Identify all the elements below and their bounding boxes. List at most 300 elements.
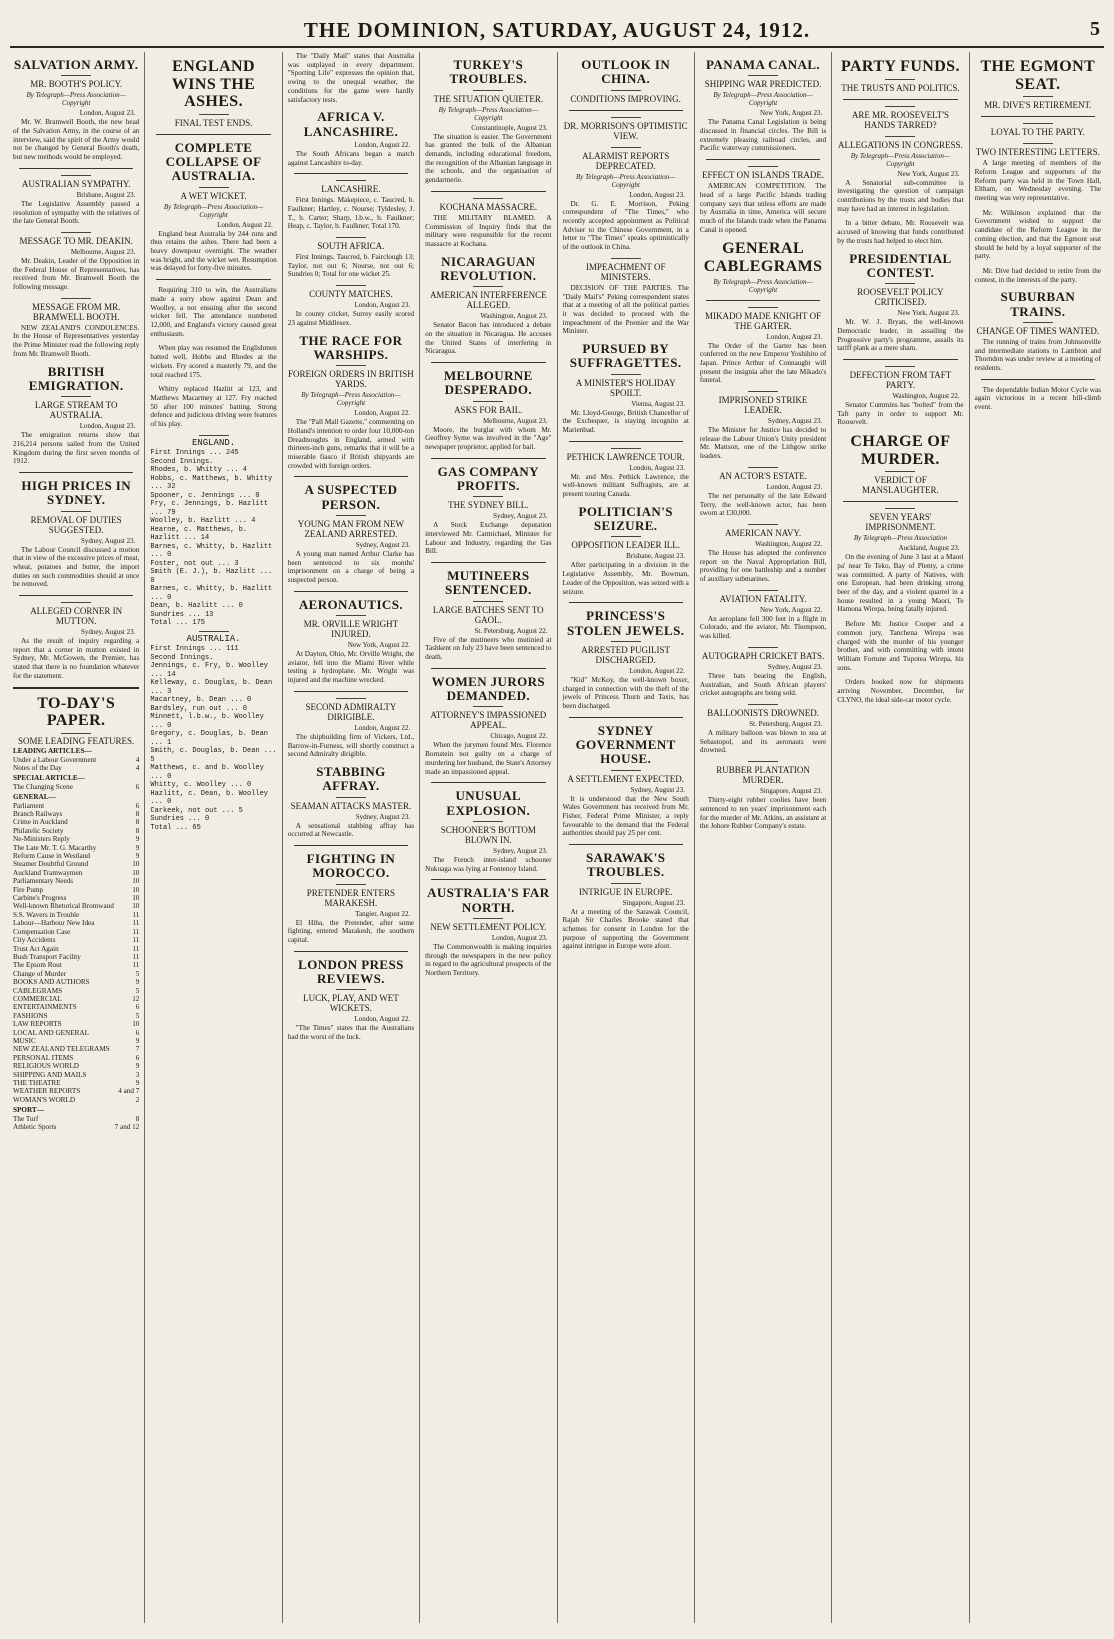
- article-dateline: Sydney, August 23.: [767, 662, 823, 671]
- article: [288, 598, 414, 685]
- article-body: The shipbuilding firm of Vickers, Ltd., Barrow-in-Furness, will shortly construct a second Admiralty dirigible.: [287, 732, 415, 759]
- toc-entry-page: 11: [132, 927, 140, 936]
- article-headline: BRITISH EMIGRATION.: [28, 363, 124, 393]
- article-dateline: Sydney, August 23.: [767, 417, 823, 426]
- scorecard-line: Rhodes, b. Whitty ... 4: [150, 466, 247, 475]
- toc-entry-page: 12: [132, 994, 140, 1003]
- toc-entry-label: Steamer Doubtful Ground: [13, 860, 89, 869]
- article: [700, 590, 826, 641]
- article-separator: [294, 845, 408, 846]
- article-dateline: St. Petersburg, August 22.: [474, 626, 548, 635]
- toc-entry-label: Compensation Case: [13, 927, 71, 936]
- toc-entry-label: Well-known Rhetorical Bromwaud: [13, 902, 114, 911]
- toc-entry-page: 10: [132, 885, 140, 894]
- article-separator: [431, 458, 545, 459]
- article: [288, 180, 414, 231]
- article-body: The Legislative Assembly passed a resolution of sympathy with the relatives of the late General Booth.: [13, 199, 140, 226]
- toc-entry-page: 6: [135, 782, 140, 791]
- article: [288, 237, 414, 279]
- toc-entry-label: Philatelic Society: [13, 826, 64, 835]
- article-body: Before Mr. Justice Cooper and a common jury, Tanchena Wirepa was charged with the murder of his younger brother, and with committing with intent William Fortune and Tupotea Wirepa, his sons.: [837, 620, 964, 672]
- article-body: The Order of the Garter has been conferred on the new Emperor Yoshihito of Japan. Prince Arthur of Connaught will present the insignia after the late Mikado's funeral.: [699, 341, 827, 385]
- article-dateline: Brisbane, August 23.: [626, 552, 685, 561]
- article: [700, 166, 826, 234]
- toc-entry-label: Parliament: [13, 801, 45, 810]
- article-subhead: DR. MORRISON'S OPTIMISTIC VIEW.: [563, 117, 689, 141]
- article: [425, 58, 551, 185]
- article-separator: [843, 359, 957, 360]
- article-body: Mr. Wilkinson explained that the Government wished to support the candidate of the Reform League in the coming election, and that the Egmont seat should be held by a loyal supporter of the party.: [974, 208, 1101, 261]
- article-headline: ENGLAND WINS THE ASHES.: [171, 58, 256, 111]
- article: [288, 765, 414, 839]
- scorecard-line: Sundries ... 13: [150, 610, 214, 619]
- article-body: Senator Bacon has introduced a debate on the situation in Nicaragua. He accuses the United States of interfering in Nicaragua.: [425, 321, 552, 356]
- article-dateline: London, August 22.: [354, 140, 411, 149]
- scorecard-line: Barnes, c. Whitty, b. Hazlitt ... 0: [150, 585, 273, 602]
- article: [563, 117, 689, 141]
- toc-entry: [13, 764, 139, 772]
- toc-entry-page: 11: [132, 919, 140, 928]
- article-dateline: Sydney, August 23.: [80, 536, 136, 545]
- article-separator: [431, 191, 545, 192]
- toc-entry: [13, 793, 139, 801]
- article-dateline: Sydney, August 23.: [493, 846, 548, 855]
- toc-entry-label: City Accidents: [13, 936, 56, 945]
- article-separator: [431, 668, 545, 669]
- article: [288, 483, 414, 584]
- article-body: Requiring 310 to win, the Australians made a sorry show against Dean and Woolley, a not ensuing after the second wicket fell. The attendance numbered 12,000, and England's victory caused great enthusiasm.: [150, 286, 277, 338]
- article-body: Mr. W. J. Bryan, the well-known Democratic leader, in assailing the Progressive party's programme, assails its tariff plank as a mere sham.: [837, 318, 964, 353]
- article-headline: AUSTRALIA'S FAR NORTH.: [427, 885, 550, 915]
- toc-entry-label: WOMAN'S WORLD: [13, 1095, 76, 1104]
- article-body: A military balloon was blown to sea at Sebastopol, and its aeronauts were drowned.: [699, 728, 827, 755]
- article: [288, 852, 414, 945]
- article-body: In county cricket, Surrey easily scored 23 against Middlesex.: [287, 310, 415, 327]
- toc-entry-label: BOOKS AND AUTHORS: [13, 978, 90, 987]
- article-separator: [569, 717, 683, 718]
- scorecard-line: Fry, c. Jennings, b. Hazlitt ... 79: [150, 500, 268, 517]
- article-subhead: THE TRUSTS AND POLITICS.: [837, 79, 963, 93]
- article: [837, 106, 963, 130]
- article: [288, 334, 414, 471]
- article: [13, 298, 139, 359]
- toc-entry-label: MUSIC: [13, 1036, 36, 1045]
- scorecard-line: Smith (E. J.), b. Hazlitt ... 0: [150, 568, 273, 585]
- toc-entry-page: 9: [135, 852, 140, 861]
- article-body: As the result of inquiry regarding a report that a corner in mutton existed in Sydney, Mr. McGowen, the Premier, has stated that there is no foundation whatever for the statement.: [13, 637, 140, 680]
- toc-entry-label: LOCAL AND GENERAL: [13, 1028, 89, 1037]
- article: [563, 724, 689, 838]
- toc-entry: [13, 1062, 139, 1070]
- toc-entry: [13, 747, 139, 755]
- toc-entry-label: ENTERTAINMENTS: [13, 1003, 77, 1012]
- toc-entry-label: Fire Pump: [13, 885, 44, 894]
- toc-entry-page: 8: [135, 818, 140, 827]
- toc-rule: [13, 687, 139, 689]
- article-body: On the evening of June 3 last at a Maori pa' near Te Teko, Bay of Plenty, a crime was committed. A party of Natives, with one European, had been drinking strong beer of the day, and a violent quarrel in a house resulted in a young Maori, Te Hamona Wirepa, being fatally injured.: [837, 553, 964, 614]
- scorecard-line: Total ... 175: [150, 619, 205, 628]
- article-headline: WOMEN JURORS DEMANDED.: [431, 673, 546, 704]
- article: [150, 141, 276, 273]
- toc-entry: [13, 1071, 139, 1079]
- article-subhead: ROOSEVELT POLICY CRITICISED.: [837, 283, 963, 307]
- article-subhead: A MINISTER'S HOLIDAY SPOILT.: [563, 374, 689, 398]
- toc-entry-page: 2: [135, 1095, 140, 1104]
- article-body: The dependable Indian Motor Cycle was again victorious in a recent hill-climb event.: [974, 385, 1101, 412]
- toc-entry-label: NEW ZEALAND TELEGRAMS: [13, 1045, 110, 1054]
- article-dateline: Melbourne, August 23.: [70, 247, 136, 256]
- article-dateline: Brisbane, August 23.: [76, 190, 136, 199]
- article: [425, 675, 551, 776]
- scorecard-line: Sundries ... 0: [150, 815, 210, 824]
- toc-entry: [13, 894, 139, 902]
- article-body: Five of the mutineers who mutinied at Tashkent on July 23 have been sentenced to death.: [425, 635, 552, 662]
- toc-entry: [13, 911, 139, 919]
- toc-entry-page: 3: [135, 1070, 140, 1079]
- article-body: A Stock Exchange deputation interviewed Mr. Carmichael, Minister for Labour and Industry, regarding the Gas Bill.: [425, 521, 552, 556]
- article: [700, 761, 826, 831]
- scorecard-line: Bardsley, run out ... 0: [150, 704, 247, 713]
- article-body: England beat Australia by 244 runs and thus retains the ashes. There had been a heavy downpour overnight. The weather was bright, and the wicket wet. Resumption was delayed for forty-five minutes.: [150, 229, 277, 273]
- article-body: El Hiba, the Pretender, after some fighting, entered Marakesh, the southern capital.: [287, 918, 415, 944]
- article-dateline: London, August 23.: [79, 109, 136, 118]
- article-byline: By Telegraph—Press Association—Copyright: [713, 91, 813, 108]
- toc-entry-label: FASHIONS: [13, 1011, 48, 1020]
- toc-entry: [13, 783, 139, 791]
- scorecard-line: Matthews, c. and b. Woolley ... 0: [150, 764, 264, 781]
- toc-entry-label: Notes of the Day: [13, 763, 62, 772]
- article-dateline: London, August 23.: [354, 301, 411, 310]
- toc-entry-label: COMMERCIAL: [13, 994, 62, 1003]
- article-body: Mr. and Mrs. Pethick Lawrence, the well-known militant Suffragists, are at present touring Canada.: [562, 472, 689, 499]
- toc-entry: [13, 835, 139, 843]
- article-body: In a bitter debate, Mr. Roosevelt was accused of knowing that funds contributed by the trusts had helped to elect him.: [837, 219, 964, 245]
- toc-entry-label: SPECIAL ARTICLE—: [13, 774, 85, 783]
- article-headline: SUBURBAN TRAINS.: [1000, 289, 1076, 319]
- article-byline: By Telegraph—Press Association—Copyright: [301, 391, 401, 408]
- toc-entry-label: Carbine's Progress: [13, 894, 67, 903]
- article-subhead: LANCASHIRE.: [288, 180, 414, 194]
- todays-paper-index: [13, 695, 139, 1132]
- article: [13, 175, 139, 226]
- article-dateline: London, August 22.: [629, 666, 685, 675]
- toc-entry-page: 6: [135, 1053, 140, 1062]
- toc-entry-page: 5: [135, 969, 140, 978]
- masthead-title: THE DOMINION, SATURDAY, AUGUST 24, 1912.: [303, 18, 811, 42]
- toc-entry-page: 10: [132, 860, 140, 869]
- scorecard-line: Dean, b. Hazlitt ... 0: [150, 602, 243, 611]
- article: [700, 240, 826, 293]
- scorecard-title: AUSTRALIA.: [150, 631, 276, 644]
- toc-entry-page: 11: [132, 952, 140, 961]
- article-separator: [294, 476, 408, 477]
- scorecard-line: Hobbs, c. Matthews, b. Whitty ... 32: [150, 474, 273, 492]
- news-column: [970, 52, 1106, 1623]
- toc-entry: [13, 902, 139, 910]
- article-body: "Kid" McKoy, the well-known boxer, charged in connection with the theft of the jewels of Princess Thurn and Taxis, has been discharged.: [562, 675, 689, 710]
- article-dateline: London, August 22.: [354, 723, 411, 732]
- toc-entry-page: 5: [135, 986, 140, 995]
- scorecard: [150, 631, 276, 833]
- toc-entry-label: RELIGIOUS WORLD: [13, 1062, 79, 1071]
- article-dateline: London, August 23.: [766, 332, 823, 341]
- toc-entry: [13, 1037, 139, 1045]
- toc-entry: [13, 1115, 139, 1123]
- article-dateline: Chicago, August 22.: [490, 732, 548, 741]
- article-dateline: Sydney, August 23.: [355, 812, 411, 821]
- news-column: [832, 52, 969, 1623]
- toc-entry-page: 9: [135, 1062, 140, 1071]
- article-body: A young man named Arthur Clarke has been sentenced to six months' imprisonment on a charge of being a suspected person.: [287, 549, 415, 585]
- toc-entry-page: 4: [135, 763, 140, 772]
- article-separator: [843, 501, 957, 502]
- toc-entry-label: Under a Labour Government: [13, 755, 97, 764]
- article-subhead: IMPRISONED STRIKE LEADER.: [700, 391, 826, 415]
- article-body: Mr. Dive had decided to retire from the contest, in the interests of the party.: [974, 266, 1101, 284]
- article-body: A Senatorial sub-committee is investigating the question of campaign contributions by the trusts and bodies that may have had an interest in legislation.: [837, 178, 964, 213]
- news-column: [420, 52, 557, 1623]
- scorecard-line: Jennings, c. Fry, b. Woolley ... 14: [150, 662, 268, 679]
- article-body: Mr. Lloyd-George, British Chancellor of the Exchequer, is staying incognito at Marienbad.: [562, 408, 689, 435]
- article-dateline: New York, August 23.: [897, 169, 960, 178]
- article-byline: By Telegraph—Press Association—Copyright: [713, 277, 813, 294]
- article: [563, 851, 689, 951]
- article-dateline: New York, August 22.: [760, 605, 823, 614]
- toc-entry-page: 9: [135, 1079, 140, 1088]
- toc-entry: [13, 827, 139, 835]
- news-column: [283, 52, 420, 1623]
- toc-entry-label: PERSONAL ITEMS: [13, 1053, 74, 1062]
- article: [288, 958, 414, 1042]
- article-headline: HIGH PRICES IN SYDNEY.: [21, 477, 131, 508]
- article-separator: [294, 591, 408, 592]
- toc-entry-page: 11: [132, 936, 140, 945]
- article-subhead: SHIPPING WAR PREDICTED.: [700, 75, 826, 89]
- toc-entry: [13, 869, 139, 877]
- article-dateline: Auckland, August 23.: [898, 544, 960, 553]
- toc-entry: [13, 978, 139, 986]
- article-body: The situation is easier. The Government has granted the bulk of the Albanian demands, including educational freedom, the recognition of the Albanian language in the schools, and the organisation of gendarmerie.: [425, 132, 552, 185]
- article: [563, 448, 689, 499]
- toc-entry: [13, 802, 139, 810]
- article-headline: A SUSPECTED PERSON.: [304, 482, 398, 512]
- article-subhead: A SETTLEMENT EXPECTED.: [563, 770, 689, 784]
- article-subhead: LARGE STREAM TO AUSTRALIA.: [13, 396, 139, 420]
- masthead-rule: [10, 46, 1104, 48]
- article: [975, 143, 1101, 203]
- article-body: It is understood that the New South Wales Government has received from Mr. Fisher, Federal Prime Minister, a reply favourable to the demand that the Federal authorities should pay 25 per cent.: [562, 794, 689, 838]
- article: [563, 58, 689, 104]
- article-dateline: London, August 23.: [766, 482, 823, 491]
- toc-entry: [13, 987, 139, 995]
- article-separator: [569, 602, 683, 603]
- toc-entry: [13, 928, 139, 936]
- scorecard-line: Barnes, c. Whitty, b. Hazlitt ... 0: [150, 542, 273, 560]
- article-body: When the jurymen found Mrs. Florence Bornstein not guilty on a charge of murdering her husband, the State's Attorney made an impassioned appeal.: [425, 741, 552, 776]
- article: [700, 704, 826, 755]
- toc-entry-label: SHIPPING AND MAILS: [13, 1070, 87, 1079]
- article-separator: [431, 362, 545, 363]
- article-body: THE MILITARY BLAMED. A Commission of Inquiry finds that the military were responsible for the recent massacre at Kochana.: [425, 213, 552, 248]
- article-subhead: ARRESTED PUGILIST DISCHARGED.: [563, 641, 689, 665]
- toc-entry-label: The Late Mr. T. G. Macarthy: [13, 843, 97, 852]
- article-headline: PURSUED BY SUFFRAGETTES.: [569, 341, 682, 371]
- article-headline: PARTY FUNDS.: [840, 58, 960, 75]
- article: [700, 307, 826, 386]
- toc-entry: [13, 1079, 139, 1087]
- article-dateline: New York, August 22.: [347, 641, 411, 650]
- scorecard-line: Spooner, c. Jennings ... 0: [150, 491, 260, 500]
- article-body: "The Times" states that the Australians had the worst of the luck.: [287, 1024, 415, 1041]
- article: [837, 433, 963, 495]
- article-dateline: Melbourne, August 23.: [482, 416, 548, 425]
- scorecard-line: Kelleway, c. Douglas, b. Dean ... 3: [150, 679, 273, 696]
- toc-entry: [13, 1096, 139, 1104]
- toc-entry-label: Crime in Auckland: [13, 818, 68, 827]
- article: [975, 290, 1101, 372]
- article-body: The French inter-island schooner Nukuaga was lying at Fontenoy Island.: [425, 855, 552, 873]
- scorecard-line: Smith, c. Douglas, b. Dean ... 5: [150, 747, 277, 764]
- toc-entry-label: Ne-Ministers Reply: [13, 835, 70, 844]
- article-subhead: YOUNG MAN FROM NEW ZEALAND ARRESTED.: [288, 515, 414, 539]
- article: [837, 252, 963, 353]
- toc-entry-page: 11: [132, 910, 140, 919]
- article-subhead: CHANGE OF TIMES WANTED.: [975, 322, 1101, 336]
- article-body: AMERICAN COMPETITION. The head of a large Pacific Islands trading company says that unless efforts are made by Australia in time, America will secure much of the Islands trade when the Panama Canal is opened.: [699, 182, 827, 234]
- toc-entry: [13, 774, 139, 782]
- article-subhead: MESSAGE FROM MR. BRAMWELL BOOTH.: [13, 298, 139, 322]
- article-separator: [294, 951, 408, 952]
- article-headline: POLITICIAN'S SEIZURE.: [578, 503, 673, 534]
- scorecard-line: Minnett, l.b.w., b. Woolley ... 0: [150, 713, 264, 730]
- article-subhead: KOCHANA MASSACRE.: [425, 198, 551, 212]
- article: [150, 344, 276, 379]
- toc-entry-page: 4: [135, 755, 140, 764]
- article-subhead: ARE MR. ROOSEVELT'S HANDS TARRED?: [837, 106, 963, 130]
- article: [563, 342, 689, 435]
- scorecard-line: Second Innings.: [150, 653, 214, 662]
- article-dateline: London, August 22.: [354, 409, 411, 418]
- article: [700, 524, 826, 584]
- scorecard-line: Gregory, c. Douglas, b. Dean ... 1: [150, 730, 268, 747]
- article: [837, 508, 963, 614]
- article-dateline: Sydney, August 23.: [80, 628, 136, 637]
- article: [288, 110, 414, 167]
- article-subhead: NEW SETTLEMENT POLICY.: [425, 918, 551, 932]
- article-dateline: Vienna, August 23.: [631, 399, 685, 408]
- article-separator: [431, 562, 545, 563]
- article-separator: [981, 379, 1095, 380]
- article-body: The Commonwealth is making inquiries through the newspapers in the new policy in regard to the agricultural prospects of the Northern Territory.: [425, 942, 552, 977]
- article-body: NEW ZEALAND'S CONDOLENCES. In the House of Representatives yesterday the Prime Minister read the following reply from Mr. Bramwell Booth.: [13, 323, 140, 358]
- toc-entry: [13, 1003, 139, 1011]
- toc-entry-page: 9: [135, 978, 140, 987]
- article-body: The Panama Canal Legislation is being discussed in financial circles. The Bill is extremely pleasing railroad circles, and Pacific waterway commissioners.: [699, 118, 827, 153]
- article: [975, 267, 1101, 284]
- article-dateline: Sydney, August 23.: [493, 512, 548, 521]
- toc-entry: [13, 1029, 139, 1037]
- article-headline: AERONAUTICS.: [298, 596, 403, 612]
- article-subhead: TWO INTERESTING LETTERS.: [975, 143, 1101, 157]
- article-dateline: St. Petersburg, August 23.: [749, 719, 823, 728]
- article-separator: [19, 595, 133, 596]
- toc-entry-page: 9: [135, 835, 140, 844]
- article-headline: FIGHTING IN MOROCCO.: [306, 850, 396, 881]
- article-dateline: Sydney, August 23.: [630, 785, 685, 794]
- toc-entry: [13, 936, 139, 944]
- article-subhead: COUNTY MATCHES.: [288, 285, 414, 299]
- scorecard-line: Second Innings.: [150, 457, 214, 466]
- article-subhead: PETHICK LAWRENCE TOUR.: [563, 448, 689, 462]
- article-dateline: London, August 23.: [629, 463, 685, 472]
- article-separator: [981, 116, 1095, 117]
- article-subhead: SCHOONER'S BOTTOM BLOWN IN.: [425, 821, 551, 845]
- toc-entry-label: LAW REPORTS: [13, 1020, 62, 1029]
- article-subhead: CONDITIONS IMPROVING.: [563, 90, 689, 104]
- toc-entry-page: 7: [135, 1045, 140, 1054]
- news-column: [145, 52, 282, 1623]
- toc-entry: [13, 852, 139, 860]
- article-subhead: LUCK, PLAY, AND WET WICKETS.: [288, 989, 414, 1013]
- article-dateline: New York, August 23.: [897, 309, 960, 318]
- article-body: First Innings. Taucred, b. Fairclough 13; Taylor, not out 6; Nourse, not out 6; Sundries 0; Total for one wicket 25.: [287, 253, 415, 279]
- article-body: Thirty-eight rubber coolies have been sentenced to ten years' imprisonment each for the murder of Mr. Atkins, an assistant at the Johore Rubber Company's estate.: [699, 796, 827, 831]
- article-body: Orders booked now for shipments arriving November, December, for CLYNO, the ideal side-car motor cycle.: [837, 678, 964, 704]
- toc-entry-page: 7 and 12: [114, 1123, 140, 1132]
- article-subhead: FINAL TEST ENDS.: [150, 114, 276, 128]
- article-body: The emigration returns show that 216,214 persons sailed from the United Kingdom during the first seven months of 1912.: [13, 431, 140, 466]
- article-subhead: EFFECT ON ISLANDS TRADE.: [700, 166, 826, 180]
- scorecard-line: First Innings ... 111: [150, 645, 239, 654]
- toc-entry-label: Trust Act Again: [13, 944, 59, 953]
- article-separator: [19, 472, 133, 473]
- scorecard-line: Hazlitt, c. Dean, b. Woolley ... 0: [150, 789, 268, 807]
- article-headline: MELBOURNE DESPERADO.: [443, 368, 533, 398]
- article: [837, 366, 963, 427]
- article-subhead: BALLOONISTS DROWNED.: [700, 704, 826, 718]
- article-subhead: LOYAL TO THE PARTY.: [975, 123, 1101, 137]
- toc-entry-page: 11: [132, 961, 140, 970]
- article-separator: [706, 300, 820, 301]
- toc-entry: [13, 756, 139, 764]
- scorecard-line: Hearne, c. Matthews, b. Hazlitt ... 14: [150, 525, 247, 543]
- toc-entry-page: 10: [132, 877, 140, 886]
- article-headline: SALVATION ARMY.: [13, 57, 139, 72]
- toc-entry-label: Labour—Harbour New Idea: [13, 919, 95, 928]
- article-subhead: MIKADO MADE KNIGHT OF THE GARTER.: [700, 307, 826, 331]
- article-body: An aeroplane fell 300 feet in a flight in Colorado, and the aviator, Mr. Thompson, was killed.: [699, 614, 827, 641]
- article-subhead: AUSTRALIAN SYMPATHY.: [13, 175, 139, 189]
- article: [425, 255, 551, 356]
- toc-entry-label: CABLEGRAMS: [13, 986, 63, 995]
- article: [425, 886, 551, 977]
- article: [288, 52, 414, 104]
- article-headline: STABBING AFFRAY.: [316, 763, 386, 794]
- toc-entry: [13, 886, 139, 894]
- article-subhead: A WET WICKET.: [150, 187, 276, 201]
- toc-entry-label: THE THEATRE: [13, 1079, 61, 1088]
- masthead: [0, 18, 1114, 44]
- article: [563, 258, 689, 336]
- toc-entry-label: SPORT—: [13, 1106, 44, 1115]
- scorecard-title: ENGLAND.: [150, 435, 276, 448]
- article-dateline: Constantinople, August 23.: [471, 123, 548, 132]
- article-headline: CHARGE OF MURDER.: [850, 433, 951, 468]
- article-body: The South Africans began a match against Lancashire to-day.: [287, 149, 415, 167]
- article-subhead: ALLEGATIONS IN CONGRESS.: [837, 136, 963, 150]
- article: [837, 136, 963, 214]
- article-body: Mr. W. Bramwell Booth, the new head of the Salvation Army, in the course of an interview, said the spirit of the Army would not be changed by General Booth's death, but new methods would be employed.: [13, 118, 140, 162]
